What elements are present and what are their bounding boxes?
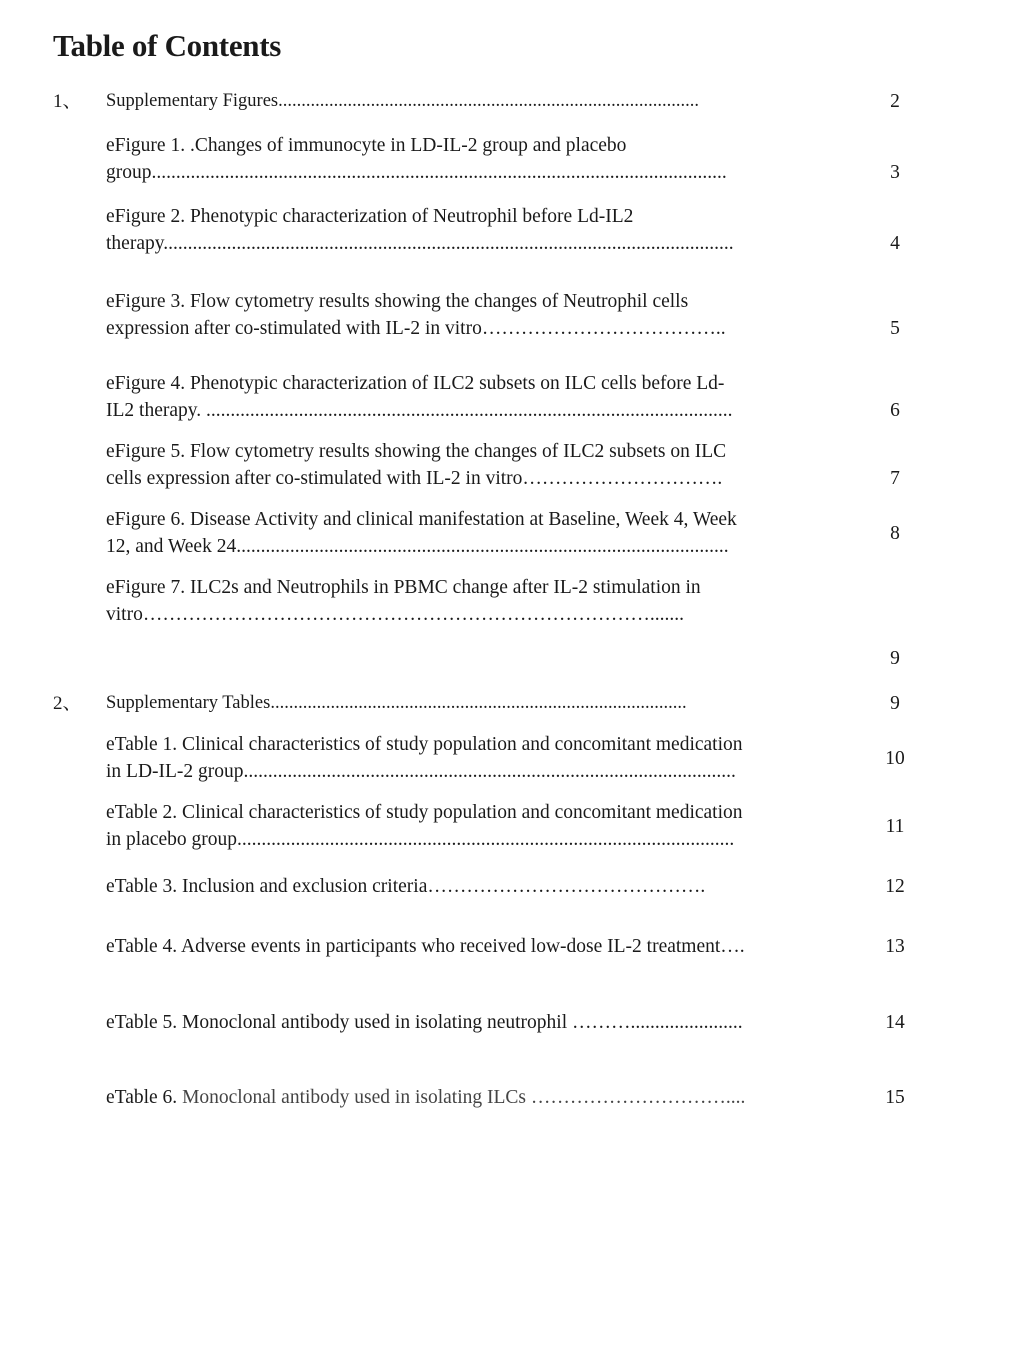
entry-line: therapy..................................................................................................................... [106,233,734,254]
page-number: 3 [890,162,900,183]
page-number: 8 [890,523,900,544]
entry-line: eFigure 3. Flow cytometry results showing the changes of Neutrophil cells [106,291,689,312]
page-number: 14 [885,1012,905,1033]
page-number: 6 [890,400,900,421]
toc-entry-efigure-6[interactable] [106,506,861,560]
dot-leader: ........................................................................................... [278,91,700,111]
toc-entry-etable-1[interactable] [106,731,861,785]
section-number: 2、 [53,693,82,714]
page-number: 11 [885,816,905,837]
toc-entry-efigure-1[interactable] [106,132,861,186]
page-number: 4 [890,233,900,254]
section-label: Supplementary Figures [106,91,279,111]
entry-line: eFigure 2. Phenotypic characterization of Neutrophil before Ld-IL2 [106,206,634,227]
toc-entry-efigure-3[interactable] [106,288,861,342]
page-title: Table of Contents [53,28,282,63]
entry-line: eFigure 7. ILC2s and Neutrophils in PBMC change after IL-2 stimulation in [106,577,701,598]
entry-line: eFigure 5. Flow cytometry results showing the changes of ILC2 subsets on ILC [106,441,727,462]
toc-entry-efigure-2[interactable] [106,203,861,257]
toc-entry-efigure-7[interactable] [106,574,861,628]
entry-line: in placebo group...................................................................................................... [106,829,735,850]
toc-entry-etable-2[interactable] [106,799,861,853]
entry-line: group...................................................................................................................... [106,162,727,183]
entry-line: vitro……………………………………………………………………....... [106,604,684,625]
entry-line: eFigure 6. Disease Activity and clinical manifestation at Baseline, Week 4, Week [106,509,737,530]
entry-line: eFigure 1. .Changes of immunocyte in LD-IL-2 group and placebo [106,135,627,156]
page-number: 9 [890,693,900,714]
section-number: 1、 [53,91,82,112]
entry-line: IL2 therapy. ............................................................................................................ [106,400,733,421]
entry-prefix: eTable 6. [106,1087,178,1108]
entry-line: cells expression after co-stimulated with IL-2 in vitro…………………………. [106,468,723,489]
entry-line: in LD-IL-2 group..................................................................................................... [106,761,736,782]
page-number: 2 [890,91,900,112]
entry-text: Monoclonal antibody used in isolating ILCs ………………………….... [182,1087,746,1108]
page-number: 9 [890,648,900,669]
page-number: 12 [885,876,905,897]
toc-entry-etable-3[interactable]: eTable 3. Inclusion and exclusion criteria……………………………………. [106,876,706,897]
page-number: 10 [885,748,905,769]
entry-line: eTable 1. Clinical characteristics of study population and concomitant medication [106,734,743,755]
toc-entry-supplementary-tables[interactable] [106,690,861,717]
page-number: 13 [885,936,905,957]
entry-line: eFigure 4. Phenotypic characterization of ILC2 subsets on ILC cells before Ld- [106,373,725,394]
toc-entry-etable-4[interactable]: eTable 4. Adverse events in participants who received low-dose IL-2 treatment…. [106,936,745,957]
toc-entry-efigure-5[interactable] [106,438,861,492]
entry-line: expression after co-stimulated with IL-2 in vitro……………………………….. [106,318,726,339]
toc-entry-etable-6[interactable] [106,1084,861,1111]
section-label: Supplementary Tables [106,693,271,713]
toc-entry-efigure-4[interactable] [106,370,861,424]
page-number: 5 [890,318,900,339]
toc-entry-etable-5[interactable]: eTable 5. Monoclonal antibody used in isolating neutrophil ………....................... [106,1012,743,1033]
entry-line: eTable 2. Clinical characteristics of study population and concomitant medication [106,802,743,823]
dot-leader: .......................................................................................... [270,693,687,713]
page-number: 7 [890,468,900,489]
toc-entry-supplementary-figures[interactable] [106,88,861,115]
entry-line: 12, and Week 24..................................................................................................... [106,536,729,557]
page-number: 15 [885,1087,905,1108]
